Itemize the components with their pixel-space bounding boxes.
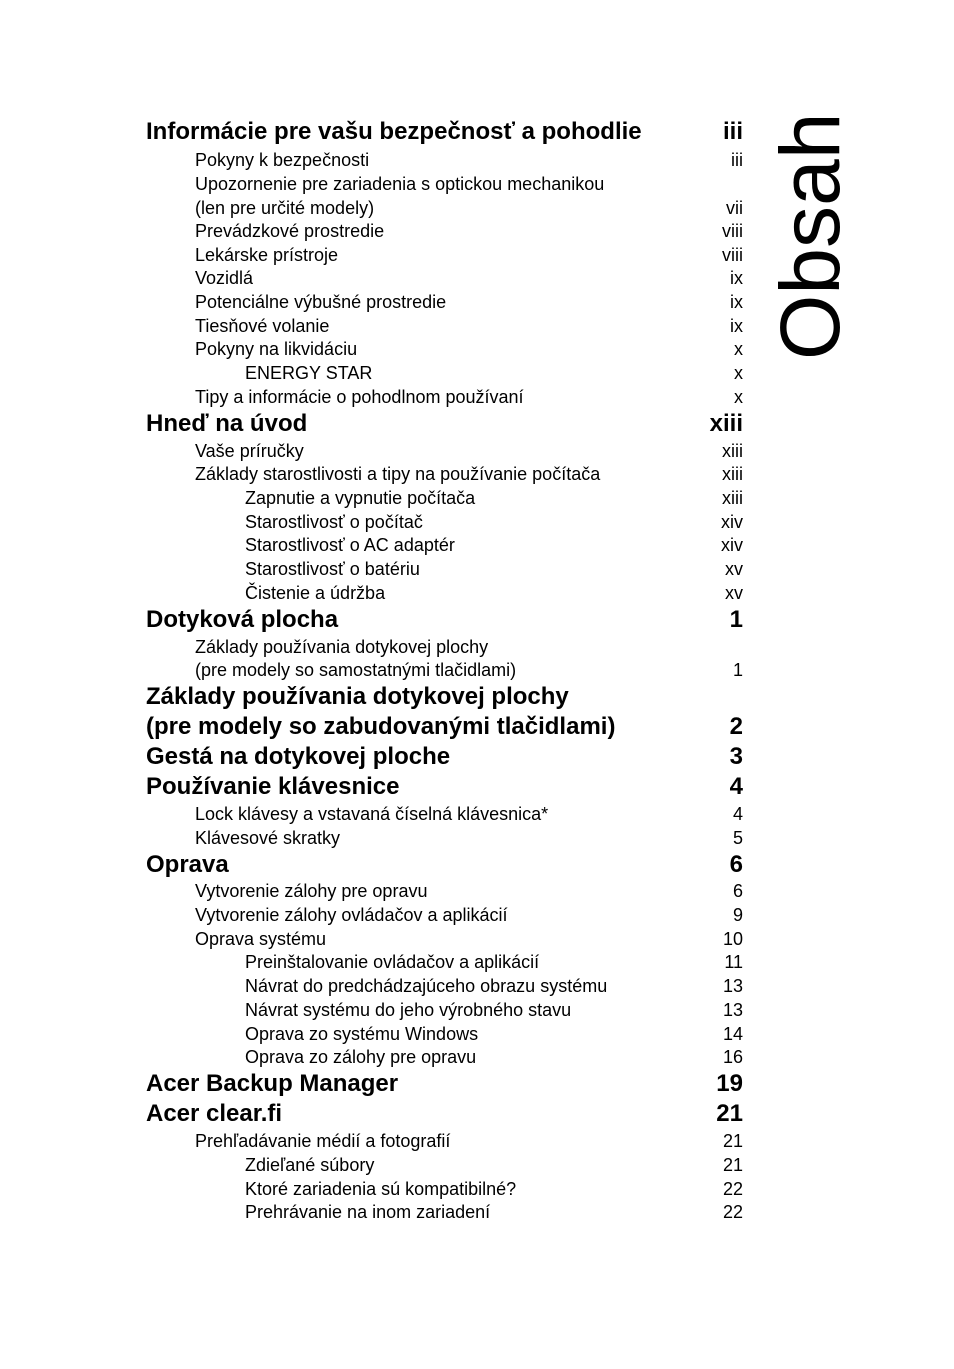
toc-entry[interactable] [0, 582, 954, 604]
toc-entry-title: Pokyny na likvidáciu [195, 339, 358, 359]
toc-entry-title: Čistenie a údržba [245, 583, 386, 603]
toc-entry-page: 1 [732, 660, 743, 680]
toc-entry-title: Používanie klávesnice [146, 773, 400, 800]
toc-entry-page: xiii [722, 488, 743, 508]
toc-entry-page: 21 [716, 1100, 743, 1127]
toc-entry[interactable] [0, 558, 954, 580]
toc-entry[interactable] [0, 606, 954, 634]
toc-entry-title: Hneď na úvod [146, 410, 308, 437]
toc-entry-title: Informácie pre vašu bezpečnosť a pohodlie [146, 118, 642, 145]
toc-entry[interactable] [0, 951, 954, 973]
toc-entry-page: 2 [729, 713, 743, 740]
toc-entry-title: ENERGY STAR [245, 363, 373, 383]
toc-entry[interactable] [0, 1070, 954, 1098]
toc-entry-title: Klávesové skratky [195, 828, 341, 848]
toc-entry-title: (pre modely so samostatnými tlačidlami) [195, 660, 517, 680]
toc-entry-page: vii [726, 198, 743, 218]
toc-entry-page: ix [730, 268, 743, 288]
toc-entry-page: xv [725, 559, 743, 579]
toc-entry[interactable] [0, 487, 954, 509]
toc-entry-title: Starostlivosť o počítač [245, 512, 423, 532]
toc-entry[interactable] [0, 410, 954, 438]
toc-entry-title: Vytvorenie zálohy pre opravu [195, 881, 428, 901]
toc-entry-title: Starostlivosť o batériu [245, 559, 420, 579]
toc-entry-page: 10 [722, 929, 743, 949]
toc-entry-title: Zapnutie a vypnutie počítača [245, 488, 476, 508]
side-title: Obsah [763, 112, 857, 360]
toc-entry-page: 19 [716, 1070, 743, 1097]
toc-entry-page: viii [722, 221, 743, 241]
toc-entry-title: Vytvorenie zálohy ovládačov a aplikácií [195, 905, 508, 925]
toc-entry-page: 13 [722, 976, 743, 996]
toc-entry-page: 21 [722, 1131, 743, 1151]
toc-entry-page: xiii [709, 410, 743, 437]
toc-entry-title: Oprava systému [195, 929, 327, 949]
toc-entry-title: Zdieľané súbory [245, 1155, 375, 1175]
toc-entry[interactable] [0, 743, 954, 771]
toc-entry-page: 4 [729, 773, 743, 800]
toc-entry-page: xiv [721, 535, 743, 555]
toc-entry-page: 21 [722, 1155, 743, 1175]
toc-entry-page: iii [731, 150, 743, 170]
toc-entry[interactable] [0, 773, 954, 801]
toc-entry-title: Dotyková plocha [146, 606, 339, 633]
toc-entry[interactable] [0, 1178, 954, 1200]
toc-entry[interactable] [0, 1046, 954, 1068]
toc-entry[interactable] [0, 1100, 954, 1128]
toc-entry-title: Prevádzkové prostredie [195, 221, 385, 241]
toc-entry-title: Vozidlá [195, 268, 254, 288]
toc-entry-title: Oprava [146, 851, 229, 878]
toc-entry[interactable] [0, 1130, 954, 1152]
toc-entry-title: Prehrávanie na inom zariadení [245, 1202, 491, 1222]
toc-entry[interactable] [0, 636, 954, 658]
toc-entry-page: 16 [722, 1047, 743, 1067]
toc-entry-title: Gestá na dotykovej ploche [146, 743, 451, 770]
toc-entry[interactable] [0, 659, 954, 681]
toc-entry-page: 9 [732, 905, 743, 925]
toc-entry-page: xiv [721, 512, 743, 532]
toc-entry-title: Ktoré zariadenia sú kompatibilné? [245, 1179, 517, 1199]
toc-entry[interactable] [0, 851, 954, 879]
toc-entry[interactable] [0, 534, 954, 556]
toc-entry-page: xv [725, 583, 743, 603]
toc-entry-page: viii [722, 245, 743, 265]
toc-entry-title: Návrat do predchádzajúceho obrazu systému [245, 976, 608, 996]
toc-entry-page: x [734, 339, 743, 359]
toc-entry-page: xiii [722, 464, 743, 484]
toc-entry-page: 22 [722, 1179, 743, 1199]
toc-entry-title: Vaše príručky [195, 441, 304, 461]
toc-entry-page: x [734, 363, 743, 383]
toc-entry[interactable] [0, 683, 954, 711]
toc-entry-page: 11 [724, 952, 743, 972]
toc-entry[interactable] [0, 511, 954, 533]
toc-entry-page: 5 [732, 828, 743, 848]
toc-entry-page: 22 [722, 1202, 743, 1222]
toc-entry[interactable] [0, 463, 954, 485]
toc-entry-page: 13 [722, 1000, 743, 1020]
toc-entry-page: 14 [722, 1024, 743, 1044]
toc-entry-page: x [734, 387, 743, 407]
toc-entry-title: Základy používania dotykovej plochy [195, 637, 489, 657]
toc-entry[interactable] [0, 362, 954, 384]
toc-entry[interactable] [0, 803, 954, 825]
toc-entry-title: Acer Backup Manager [146, 1070, 399, 1097]
toc-entry-page: 3 [729, 743, 743, 770]
toc-entry[interactable] [0, 713, 954, 741]
toc-entry-title: (len pre určité modely) [195, 198, 375, 218]
toc-entry-title: Pokyny k bezpečnosti [195, 150, 370, 170]
toc-entry[interactable] [0, 1154, 954, 1176]
toc-entry[interactable] [0, 975, 954, 997]
toc-entry-title: Tiesňové volanie [195, 316, 330, 336]
toc-entry[interactable] [0, 880, 954, 902]
toc-entry[interactable] [0, 999, 954, 1021]
toc-entry-page: ix [730, 292, 743, 312]
toc-entry-title: Oprava zo zálohy pre opravu [245, 1047, 477, 1067]
toc-entry-title: Základy používania dotykovej plochy [146, 683, 569, 710]
toc-entry-page: 4 [732, 804, 743, 824]
toc-entry[interactable] [0, 928, 954, 950]
toc-entry-title: Potenciálne výbušné prostredie [195, 292, 447, 312]
toc-entry-title: Základy starostlivosti a tipy na používanie počítača [195, 464, 601, 484]
toc-entry-title: Lock klávesy a vstavaná číselná klávesnica* [195, 804, 549, 824]
toc-entry-title: Starostlivosť o AC adaptér [245, 535, 455, 555]
toc-entry-title: Oprava zo systému Windows [245, 1024, 479, 1044]
toc-entry-page: 6 [729, 851, 743, 878]
toc-entry[interactable] [0, 1201, 954, 1223]
toc-entry-page: 1 [729, 606, 743, 633]
toc-entry[interactable] [0, 386, 954, 408]
toc-entry-title: Tipy a informácie o pohodlnom používaní [195, 387, 524, 407]
toc-entry-title: Preinštalovanie ovládačov a aplikácií [245, 952, 540, 972]
toc-entry-title: Acer clear.fi [146, 1100, 283, 1127]
toc-entry-title: Upozornenie pre zariadenia s optickou mechanikou [195, 174, 605, 194]
toc-entry-page: ix [730, 316, 743, 336]
toc-entry-title: Prehľadávanie médií a fotografií [195, 1131, 451, 1151]
toc-entry-title: (pre modely so zabudovanými tlačidlami) [146, 713, 616, 740]
toc-entry-title: Návrat systému do jeho výrobného stavu [245, 1000, 572, 1020]
toc-entry-page: 6 [732, 881, 743, 901]
toc-entry[interactable] [0, 440, 954, 462]
toc-entry[interactable] [0, 904, 954, 926]
toc-entry[interactable] [0, 827, 954, 849]
toc-entry-page: xiii [722, 441, 743, 461]
toc-entry[interactable] [0, 1023, 954, 1045]
toc-entry-title: Lekárske prístroje [195, 245, 339, 265]
toc-entry-page: iii [722, 118, 743, 145]
